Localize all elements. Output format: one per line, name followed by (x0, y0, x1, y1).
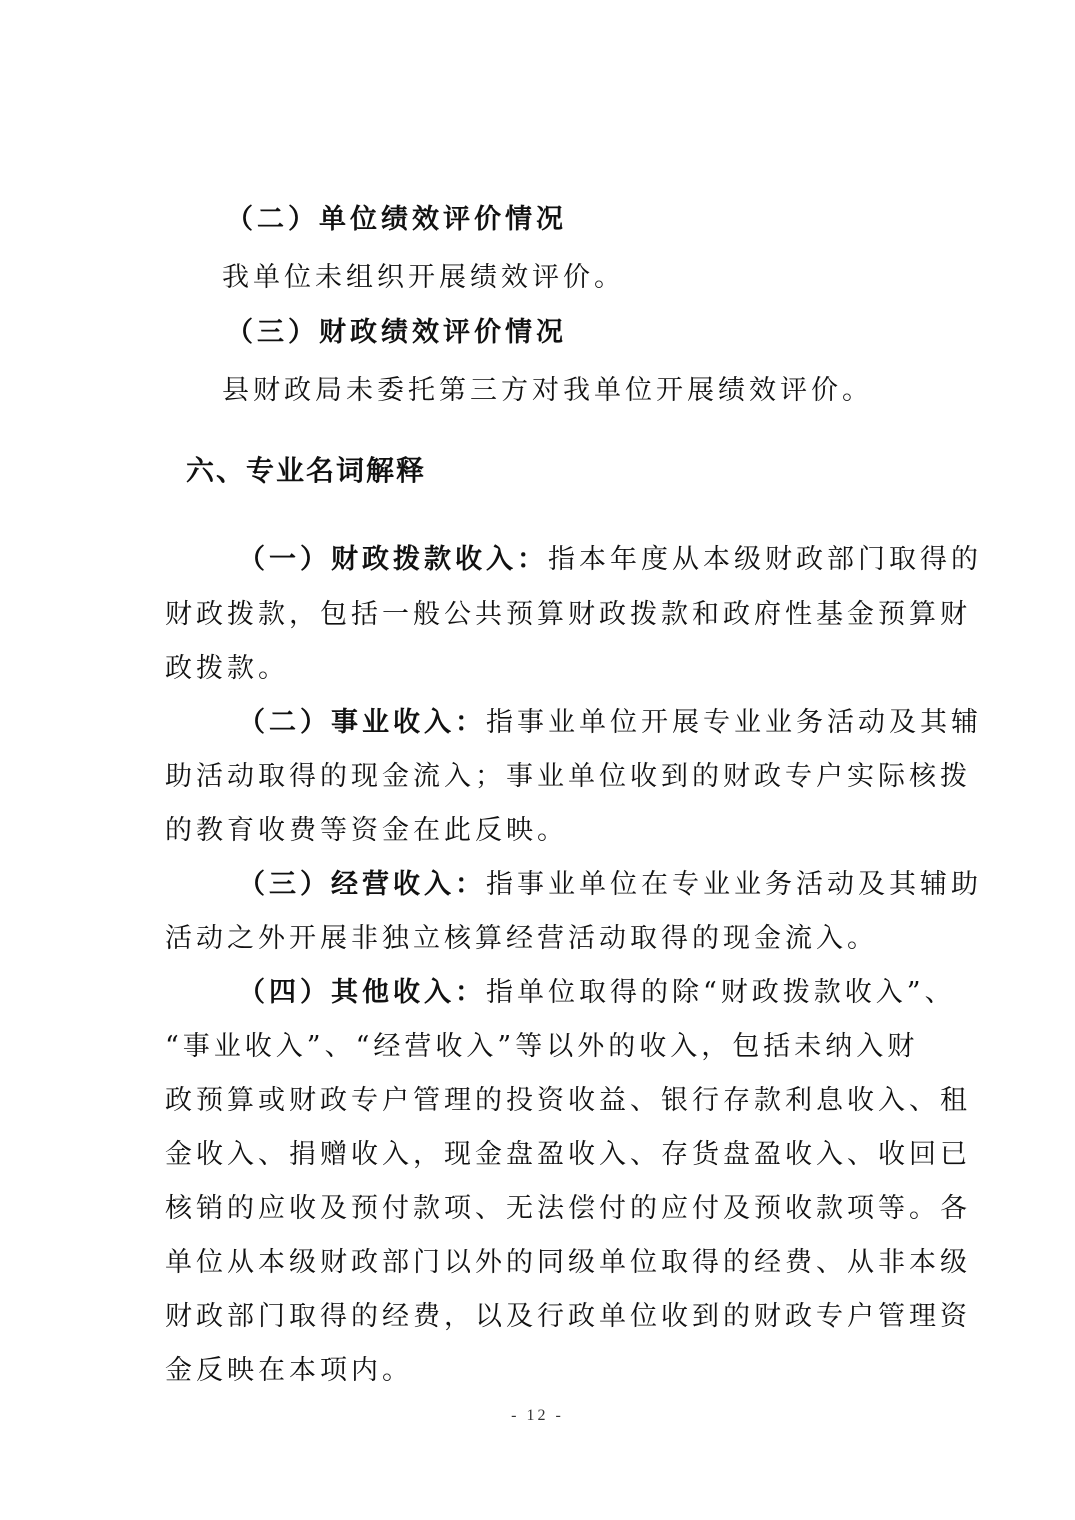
term-paragraph-line: 助活动取得的现金流入；事业单位收到的财政专户实际核拨 (165, 761, 971, 792)
term-paragraph-first-line (238, 537, 982, 576)
term-paragraph-line: 财政拨款，包括一般公共预算财政拨款和政府性基金预算财 (165, 599, 971, 630)
term-text: 指单位取得的除“财政拨款收入”、 (486, 977, 956, 1008)
page-number: - 12 - (511, 1407, 564, 1424)
term-label: （二）事业收入： (238, 707, 486, 738)
term-text: 指事业单位开展专业业务活动及其辅 (486, 707, 982, 738)
term-paragraph-line: 核销的应收及预付款项、无法偿付的应付及预收款项等。各 (165, 1193, 971, 1224)
term-paragraph-line: 政拨款。 (165, 653, 289, 684)
paragraph: 我单位未组织开展绩效评价。 (222, 262, 625, 293)
term-paragraph-first-line (238, 862, 982, 901)
term-paragraph-line: 的教育收费等资金在此反映。 (165, 815, 568, 846)
term-label: （三）经营收入： (238, 869, 486, 900)
term-text: 指事业单位在专业业务活动及其辅助 (486, 869, 982, 900)
term-paragraph-first-line (238, 970, 956, 1009)
term-label: （四）其他收入： (238, 977, 486, 1008)
term-text: 指本年度从本级财政部门取得的 (548, 544, 982, 575)
term-paragraph-line: 财政部门取得的经费，以及行政单位收到的财政专户管理资 (165, 1301, 971, 1332)
term-paragraph-line: 金反映在本项内。 (165, 1355, 413, 1386)
term-paragraph-line: 活动之外开展非独立核算经营活动取得的现金流入。 (165, 923, 878, 954)
section-heading: 六、专业名词解释 (186, 454, 427, 487)
paragraph: 县财政局未委托第三方对我单位开展绩效评价。 (222, 375, 873, 406)
subsection-heading: （二）单位绩效评价情况 (226, 204, 567, 235)
term-paragraph-line: 金收入、捐赠收入，现金盘盈收入、存货盘盈收入、收回已 (165, 1139, 971, 1170)
subsection-heading: （三）财政绩效评价情况 (226, 317, 567, 348)
term-label: （一）财政拨款收入： (238, 544, 548, 575)
term-paragraph-line: “事业收入”、“经营收入”等以外的收入，包括未纳入财 (165, 1031, 919, 1062)
term-paragraph-line: 单位从本级财政部门以外的同级单位取得的经费、从非本级 (165, 1247, 971, 1278)
term-paragraph-first-line (238, 700, 982, 739)
term-paragraph-line: 政预算或财政专户管理的投资收益、银行存款利息收入、租 (165, 1085, 971, 1116)
